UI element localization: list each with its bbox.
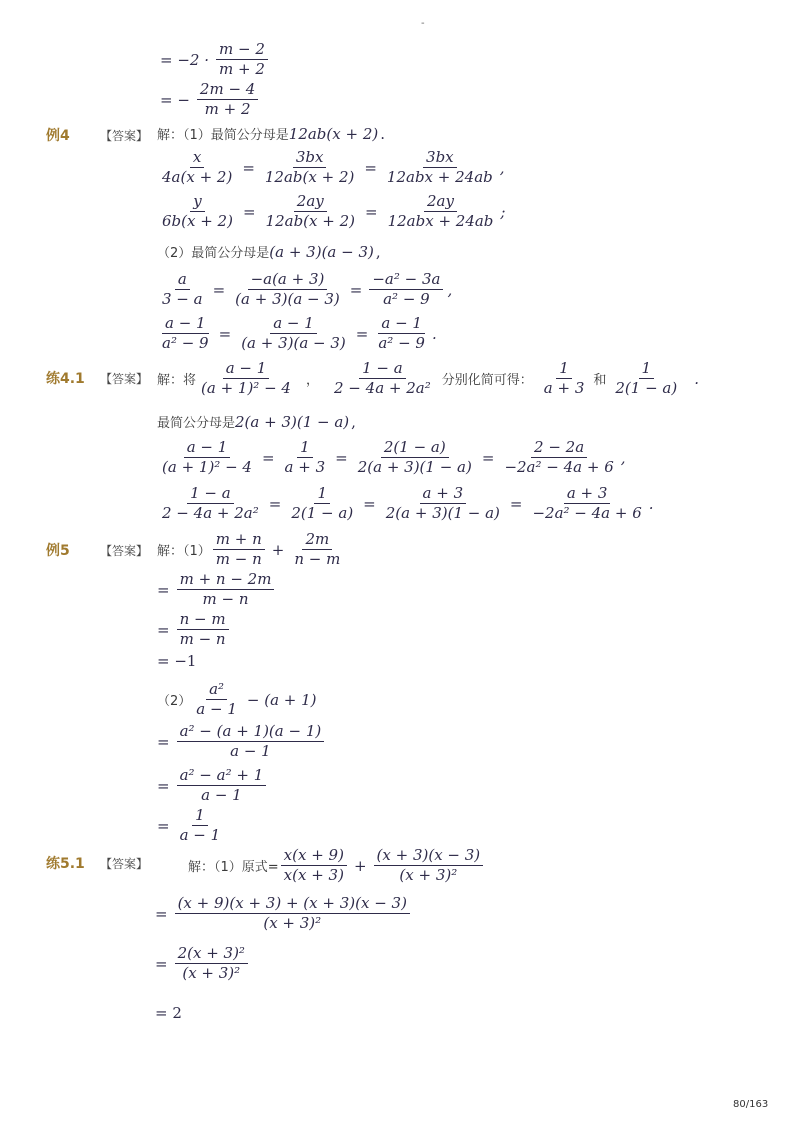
fraction: $\frac{x}{4a(x + 2)}$ — [162, 148, 233, 186]
ex51-step-1: = $\frac{(x + 9)(x + 3) + (x + 3)(x - 3)}{\text{(x + 3)²}}$ — [155, 894, 412, 933]
lcd-expression: 12ab(x + 2) — [288, 124, 379, 143]
answer-tag: 【答案】 — [100, 857, 149, 871]
fraction: $\frac{2m - 4}{m + 2}$ — [197, 80, 258, 119]
ex51-intro-line: 解：（1）原式= $\frac{x(x + 9)}{x(x + 3)}$ + $\frac{(x + 3)(x - 3)}{\text{(x + 3)²}}$ — [188, 846, 485, 885]
fraction: $\frac{a + 3}{2(a + 3)(1 - a)}$ — [385, 484, 500, 522]
ex41-lcd-line: 最简公分母是 2(a + 3)(1 − a) , — [157, 412, 356, 431]
fraction: $\frac{(x + 3)(x - 3)}{\text{(x + 3)²}}$ — [374, 846, 484, 885]
ex4-equation-3: $\frac{a}{3 - a}$ = $\frac{-a(a + 3)}{(a + 3)(a - 3)}$ = $\frac{\text{−a² − 3a}}{\text{a² − 9}}$ , — [157, 270, 452, 309]
ex41-intro-line: 解：将 $\frac{a - 1}{\text{(a + 1)² − 4}}$ ， $\frac{1 - a}{\text{2 − 4a + 2a²}}$ 分别化简可得： $\frac{1}{a + 3}$ 和 $\frac{1}{2(1 - a)}$ . — [157, 359, 699, 397]
ex4-equation-1: $\frac{x}{4a(x + 2)}$ = $\frac{3bx}{12ab(x + 2)}$ = $\frac{3bx}{\text{12abx + 24ab}}$ , — [157, 148, 505, 187]
ex41-equation-1: $\frac{a - 1}{\text{(a + 1)² − 4}}$ = $\frac{1}{a + 3}$ = $\frac{2(1 - a)}{2(a + 3)(1 - a)}$ = $\frac{2 - 2a}{\text{−2a² − 4a + 6}}$ , — [157, 438, 626, 477]
fraction: $\frac{m + n}{m - n}$ — [213, 530, 265, 569]
answer-tag: 【答案】 — [100, 544, 149, 558]
fraction: $\frac{(x + 9)(x + 3) + (x + 3)(x - 3)}{\text{(x + 3)²}}$ — [175, 894, 410, 933]
example-label: 例4 — [46, 128, 70, 144]
ex5-part2-line: （2） $\frac{\text{a²}}{a - 1}$ − (a + 1) — [157, 680, 317, 718]
fraction: $\frac{\text{2(x + 3)²}}{\text{(x + 3)²}}$ — [175, 944, 248, 983]
lcd-expression: 2(a + 3)(1 − a) — [235, 412, 350, 431]
ex5-step-4: = $\frac{\text{a² − a² + 1}}{a - 1}$ — [157, 766, 268, 805]
fraction: $\frac{2ay}{\text{12abx + 24ab}}$ — [387, 192, 494, 230]
ex5-result-1: = −1 — [157, 652, 197, 670]
fraction: $\frac{2(1 - a)}{2(a + 3)(1 - a)}$ — [357, 438, 472, 476]
fraction: $\frac{\text{a² − a² + 1}}{a - 1}$ — [177, 766, 267, 805]
fraction: $\frac{a}{3 - a}$ — [162, 270, 203, 308]
answer-tag: 【答案】 — [100, 372, 149, 386]
continuation-line-1 — [155, 40, 270, 79]
fraction: $\frac{a - 1}{\text{a² − 9}}$ — [378, 314, 425, 352]
answer-tag: 【答案】 — [100, 129, 149, 143]
fraction: $\frac{1 - a}{\text{2 − 4a + 2a²}}$ — [162, 484, 259, 522]
ex4-intro-line: 解：（1）最简公分母是 12ab(x + 2) . — [157, 124, 386, 143]
fraction: $\frac{\text{a²}}{a - 1}$ — [196, 680, 237, 718]
fraction: $\frac{a - 1}{(a + 3)(a - 3)}$ — [241, 314, 346, 352]
continuation-line-2 — [155, 80, 260, 119]
math-text: = − — [160, 90, 190, 109]
ex4-part2-intro: （2）最简公分母是 (a + 3)(a − 3) , — [157, 242, 381, 261]
fraction: $\frac{m - 2}{m + 2}$ — [216, 40, 268, 79]
exercise-label: 练5.1 — [46, 856, 85, 872]
ex5-step-1: = $\frac{m + n - 2m}{m - n}$ — [157, 570, 276, 609]
fraction: $\frac{2 - 2a}{\text{−2a² − 4a + 6}}$ — [504, 438, 614, 476]
page-number: 80/163 — [733, 1099, 769, 1110]
fraction: $\frac{m + n - 2m}{m - n}$ — [177, 570, 275, 609]
fraction: $\frac{-a(a + 3)}{(a + 3)(a - 3)}$ — [235, 270, 340, 308]
fraction: $\frac{3bx}{\text{12abx + 24ab}}$ — [386, 148, 493, 186]
fraction: $\frac{1 - a}{\text{2 − 4a + 2a²}}$ — [334, 359, 431, 397]
ex41-equation-2: $\frac{1 - a}{\text{2 − 4a + 2a²}}$ = $\frac{1}{2(1 - a)}$ = $\frac{a + 3}{2(a + 3)(1 - a)}$ = $\frac{a + 3}{\text{−2a² − 4a + 6}}$ . — [157, 484, 654, 523]
fraction: $\frac{1}{2(1 - a)}$ — [615, 359, 678, 397]
math-text: = −2 · — [160, 50, 209, 69]
fraction: $\frac{1}{a + 3}$ — [543, 359, 585, 397]
fraction: $\frac{\text{a² − (a + 1)(a − 1)}}{a - 1}$ — [177, 722, 325, 761]
example-label: 例5 — [46, 543, 70, 559]
top-mark: - — [421, 18, 425, 29]
fraction: $\frac{\text{−a² − 3a}}{\text{a² − 9}}$ — [369, 270, 443, 309]
fraction: $\frac{2m}{n - m}$ — [294, 530, 341, 568]
ex5-part1-line: 解：（1） $\frac{m + n}{m - n}$ + $\frac{2m}{n - m}$ — [157, 530, 345, 569]
ex5-step-2: = $\frac{n - m}{m - n}$ — [157, 610, 231, 649]
fraction: $\frac{x(x + 9)}{x(x + 3)}$ — [281, 846, 347, 885]
fraction: $\frac{2ay}{12ab(x + 2)}$ — [265, 192, 355, 230]
exercise-label: 练4.1 — [46, 371, 85, 387]
fraction: $\frac{a - 1}{\text{(a + 1)² − 4}}$ — [201, 359, 291, 397]
fraction: $\frac{1}{2(1 - a)}$ — [291, 484, 354, 522]
ex51-result: = 2 — [155, 1004, 182, 1022]
fraction: $\frac{1}{a + 3}$ — [284, 438, 326, 476]
fraction: $\frac{a - 1}{\text{a² − 9}}$ — [162, 314, 209, 352]
ex51-step-2: = $\frac{\text{2(x + 3)²}}{\text{(x + 3)²}}$ — [155, 944, 250, 983]
ex4-equation-4: $\frac{a - 1}{\text{a² − 9}}$ = $\frac{a - 1}{(a + 3)(a - 3)}$ = $\frac{a - 1}{\text{a² − 9}}$ . — [157, 314, 437, 353]
ex5-step-3: = $\frac{\text{a² − (a + 1)(a − 1)}}{a - 1}$ — [157, 722, 326, 761]
fraction: $\frac{a - 1}{\text{(a + 1)² − 4}}$ — [162, 438, 252, 476]
fraction: $\frac{1}{a - 1}$ — [179, 806, 221, 844]
fraction: $\frac{3bx}{12ab(x + 2)}$ — [264, 148, 355, 186]
fraction: $\frac{a + 3}{\text{−2a² − 4a + 6}}$ — [532, 484, 642, 522]
ex5-step-5: = $\frac{1}{a - 1}$ — [157, 806, 225, 845]
fraction: $\frac{y}{6b(x + 2)}$ — [162, 192, 233, 230]
fraction: $\frac{n - m}{m - n}$ — [177, 610, 229, 649]
lcd-expression: (a + 3)(a − 3) — [269, 242, 374, 261]
ex4-equation-2: $\frac{y}{6b(x + 2)}$ = $\frac{2ay}{12ab(x + 2)}$ = $\frac{2ay}{\text{12abx + 24ab}}$ ; — [157, 192, 505, 231]
